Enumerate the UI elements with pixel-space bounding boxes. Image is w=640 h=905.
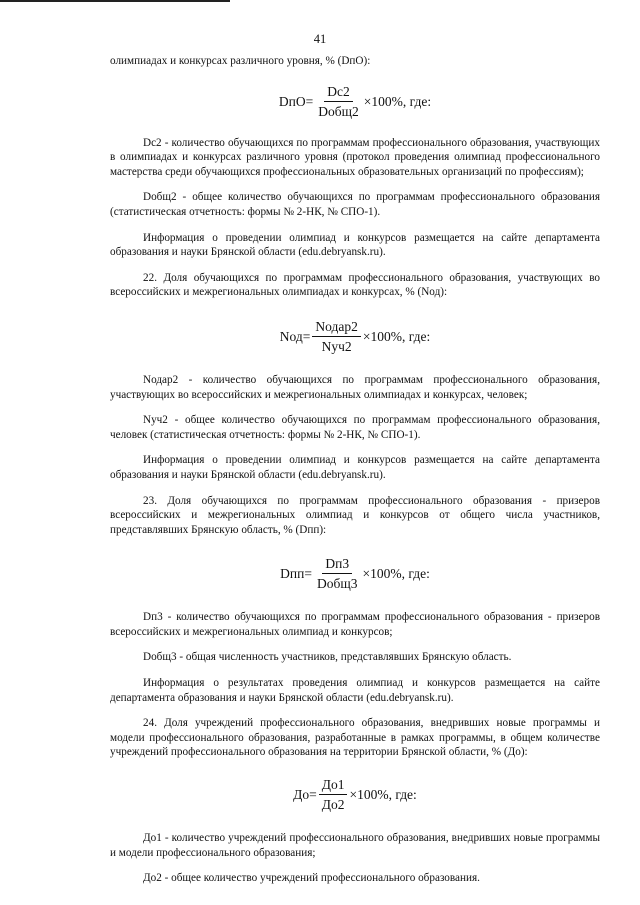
- formula-denominator: Dобщ2: [318, 103, 359, 119]
- paragraph-definition: Dп3 - количество обучающихся по программам профессионального образования - призеров всероссийских и межрегиональных олимпиад и конкурсов;: [110, 611, 600, 638]
- formula-rhs: ×100%, где:: [349, 787, 417, 803]
- formula-lhs: Dпп=: [280, 566, 312, 582]
- paragraph-definition: Dобщ2 - общее количество обучающихся по программам профессионального образования (статистическая отчетность: формы № 2-НК, № СПО-1).: [110, 191, 600, 218]
- formula-rhs: ×100%, где:: [362, 566, 430, 582]
- paragraph-info: Информация о проведении олимпиад и конкурсов размещается на сайте департамента образования и науки Брянской области (edu.debryansk.ru).: [110, 231, 600, 259]
- paragraph-info: Информация о проведении олимпиад и конкурсов размещается на сайте департамента образования и науки Брянской области (edu.debryansk.ru).: [110, 454, 600, 481]
- document-body: [110, 54, 600, 886]
- formula-denominator: До2: [321, 797, 345, 813]
- paragraph-info: Информация о результатах проведения олимпиад и конкурсов размещается на сайте департамента образования и науки Брянской области (edu.debryansk.ru).: [110, 677, 600, 704]
- formula-denominator: Dобщ3: [316, 576, 358, 592]
- formula-fraction: [319, 776, 348, 813]
- formula-numerator: Dс2: [324, 83, 353, 102]
- paragraph-definition: Nодар2 - количество обучающихся по программам профессионального образования, участвующих во всероссийских и межрегиональных олимпиадах и конкурсах, человек;: [110, 373, 600, 401]
- header-rule: [0, 0, 230, 2]
- paragraph-item-24: 24. Доля учреждений профессионального образования, внедривших новые программы и модели профессионального образования, разработанные в рамках программы, в общем количестве учреждений профессионального образования на территории Брянской области, % (До):: [110, 717, 600, 759]
- formula-lhs: Nод=: [279, 328, 311, 344]
- page-number: 41: [313, 32, 327, 46]
- formula-numerator: Nодар2: [312, 318, 360, 337]
- formula-nod: [110, 318, 600, 355]
- formula-rhs: ×100%, где:: [362, 328, 431, 344]
- formula-dpp: [110, 555, 600, 592]
- formula-do: [110, 776, 600, 813]
- paragraph-definition: Dс2 - количество обучающихся по программам профессионального образования, участвующих в олимпиадах и конкурсах различного уровня (протокол проведения олимпиад профессионального мастерства среди обучающихся профессиональных образовательных организаций по профессиям);: [110, 136, 600, 178]
- formula-numerator: До1: [319, 776, 348, 795]
- paragraph-item-22: 22. Доля обучающихся по программам профессионального образования, участвующих во всероссийских и межрегиональных олимпиадах и конкурсах, % (Nод):: [110, 271, 600, 299]
- formula-denominator: Nуч2: [321, 338, 352, 354]
- formula-fraction: [314, 555, 361, 592]
- formula-rhs: ×100%, где:: [363, 93, 432, 109]
- paragraph-definition: Dобщ3 - общая численность участников, представлявших Брянскую область.: [143, 651, 512, 664]
- paragraph-definition: До1 - количество учреждений профессионального образования, внедривших новые программы и модели профессионального образования;: [110, 832, 600, 859]
- paragraph-item-23: 23. Доля обучающихся по программам профессионального образования - призеров всероссийских и межрегиональных олимпиад и конкурсов от общего числа участников, представлявших Брянскую область, % (Dпп):: [110, 494, 600, 536]
- formula-fraction: [312, 318, 360, 355]
- paragraph-definition: До2 - общее количество учреждений профессионального образования.: [143, 872, 480, 885]
- paragraph-definition: Nуч2 - общее количество обучающихся по программам профессионального образования, человек (статистическая отчетность: формы № 2-НК, № СПО-1).: [110, 414, 600, 441]
- formula-dpo: [110, 83, 600, 120]
- formula-lhs: DпО=: [278, 93, 314, 109]
- formula-lhs: До=: [293, 787, 317, 803]
- formula-numerator: Dп3: [322, 555, 352, 574]
- formula-fraction: [315, 83, 362, 120]
- paragraph-intro: олимпиадах и конкурсах различного уровня, % (DпО):: [110, 55, 371, 67]
